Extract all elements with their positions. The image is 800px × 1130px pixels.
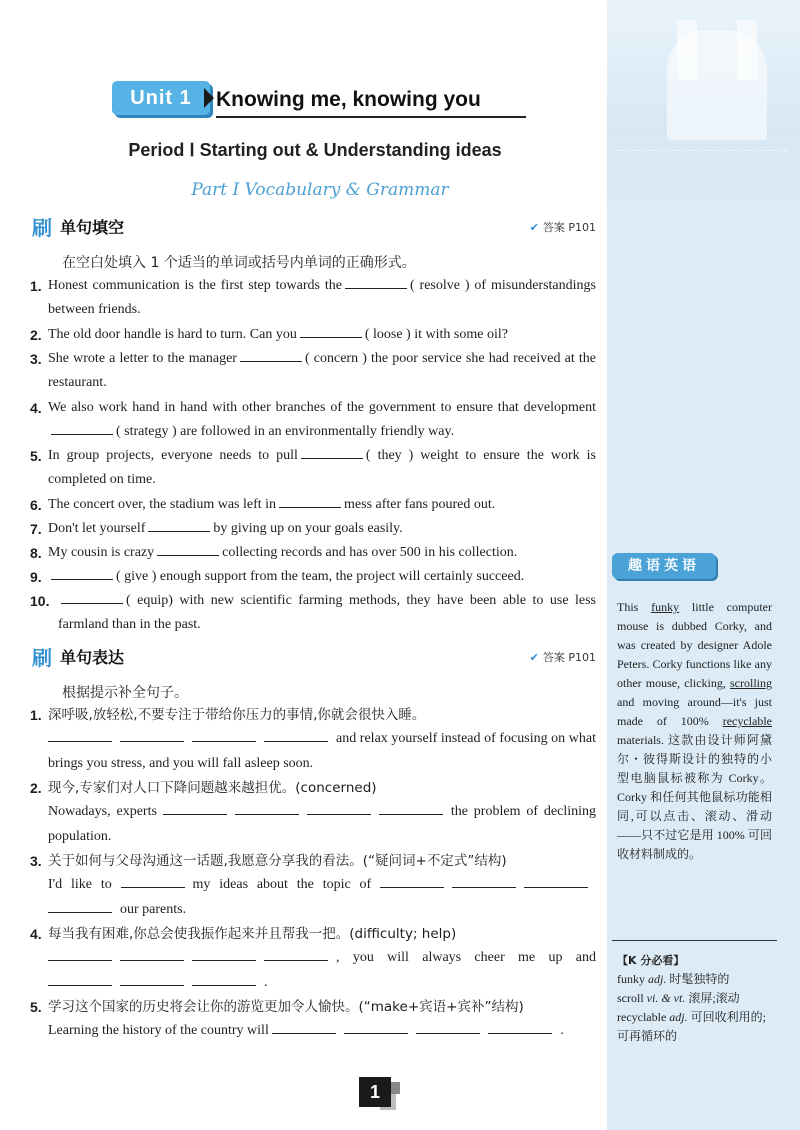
water-ripple [617, 150, 787, 191]
section-label: 单句填空 [60, 218, 125, 237]
item-number: 2. [30, 327, 42, 343]
section1-instruction: 在空白处填入 1 个适当的单词或括号内单词的正确形式。 [62, 255, 416, 271]
vocab-word: scroll [617, 991, 644, 1005]
sidebar-text-part: This [617, 600, 652, 614]
answer-blank[interactable] [120, 727, 184, 742]
vocab-box [617, 951, 777, 1046]
item-text-before: The concert over, the stadium was left in [48, 497, 277, 512]
answer-blank[interactable] [192, 971, 256, 986]
item-text-before: Don't let yourself [48, 521, 146, 536]
item-number: 5. [30, 999, 42, 1015]
item-english: our parents. [120, 901, 187, 917]
answer-blank[interactable] [345, 274, 407, 289]
page-number: 1 [359, 1077, 391, 1107]
item-text-after: mess after fans poured out. [344, 497, 496, 512]
answer-blank[interactable] [416, 1019, 480, 1034]
item-text-after: ( strategy ) are followed in an environmentally friendly way. [116, 424, 455, 440]
item-text-before: The old door handle is hard to turn. Can you [48, 327, 297, 342]
answer-blank[interactable] [279, 493, 341, 508]
exercise-item [30, 444, 596, 493]
sidebar-badge: 趣语英语 [612, 553, 716, 579]
answer-blank[interactable] [192, 946, 256, 961]
section-header-fill-blank [32, 215, 600, 241]
vocab-entry [617, 970, 777, 989]
unit-arrow-icon [204, 88, 214, 108]
translation-item: 4. 每当我有困难,你总会使我振作起来并且帮我一把。(difficulty; help) , you will always cheer me up and . [30, 922, 596, 995]
item-number: 10. [30, 593, 50, 609]
vocab-word: funky [617, 972, 645, 986]
tower-shape-left [677, 20, 697, 80]
vocab-meaning: 可回收利用的;可再循环的 [617, 1010, 766, 1043]
item-number: 1. [30, 278, 42, 294]
item-chinese: 学习这个国家的历史将会让你的游览更加令人愉快。(“make+宾语+宾补”结构) [48, 999, 524, 1015]
answer-ref-text: 答案 P101 [542, 221, 596, 234]
title-underline [216, 116, 526, 118]
item-number: 4. [30, 926, 42, 942]
item-english: the problem of declining population. [48, 804, 596, 844]
section-mark: 刷 [32, 216, 52, 240]
unit-title: Knowing me, knowing you [216, 88, 481, 111]
sidebar-text-part: little computer mouse is dubbed Corky, and was created by designer Adole Peters. Corky functions like any other mouse, clicking, [617, 600, 772, 690]
item-english: Nowadays, experts [48, 804, 157, 820]
section-header-sentence-completion [32, 645, 600, 671]
exercise-item [30, 347, 596, 396]
exercise-item [30, 323, 596, 347]
answer-blank[interactable] [264, 946, 328, 961]
sidebar-text-part: and moving around—it's just made of 100% [617, 695, 772, 728]
vocab-word: recyclable [617, 1010, 667, 1024]
period-title: Period Ⅰ Starting out & Understanding ideas [128, 140, 502, 160]
exercise-item [30, 493, 596, 517]
answer-blank[interactable] [120, 971, 184, 986]
section-mark: 刷 [32, 646, 52, 670]
item-text-after: ( give ) enough support from the team, the project will certainly succeed. [116, 569, 525, 584]
item-english: my ideas about the topic of [192, 877, 372, 893]
answer-blank[interactable] [48, 727, 112, 742]
translation-item [30, 849, 596, 922]
vocab-entry [617, 1008, 777, 1046]
item-chinese: 关于如何与父母沟通这一话题,我愿意分享我的看法。(“疑问词+不定式”结构) [48, 853, 507, 869]
item-text-before: She wrote a letter to the manager [48, 351, 237, 366]
unit-tag-label: Unit 1 [130, 87, 192, 109]
sidebar-divider [612, 940, 777, 941]
item-text-after: ( they ) weight to ensure the work is completed on time. [48, 448, 596, 488]
answer-blank[interactable] [157, 541, 219, 556]
answer-blank[interactable] [380, 873, 444, 888]
item-number: 8. [30, 545, 42, 561]
answer-blank[interactable] [379, 800, 443, 815]
check-icon: ✔ [529, 651, 539, 664]
vocab-heading: 【K 分必看】 [617, 954, 685, 967]
unit-tag [112, 81, 210, 115]
check-icon: ✔ [529, 221, 539, 234]
answer-blank[interactable] [307, 800, 371, 815]
item-chinese: 每当我有困难,你总会使我振作起来并且帮我一把。(difficulty; help) [48, 926, 457, 942]
exercise-item [30, 565, 596, 589]
item-chinese: 深呼吸,放轻松,不要专注于带给你压力的事情,你就会很快入睡。 [48, 707, 426, 723]
item-number: 3. [30, 351, 42, 367]
answer-blank[interactable] [272, 1019, 336, 1034]
answer-blank[interactable] [48, 898, 112, 913]
answer-blank[interactable] [240, 347, 302, 362]
answer-blank[interactable] [524, 873, 588, 888]
item-number: 3. [30, 853, 42, 869]
item-text-before: We also work hand in hand with other branches of the government to ensure that development [48, 400, 596, 415]
item-number: 6. [30, 497, 42, 513]
vocab-entry [617, 989, 777, 1008]
item-number: 7. [30, 521, 42, 537]
item-text-after: by giving up on your goals easily. [213, 521, 403, 536]
answer-blank[interactable] [48, 946, 112, 961]
vocab-pos: adj. [669, 1010, 688, 1024]
item-text-after: collecting records and has over 500 in his collection. [222, 545, 518, 560]
answer-blank[interactable] [121, 873, 185, 888]
item-number: 1. [30, 707, 42, 723]
translation-item [30, 703, 596, 776]
sidebar-keyword-funky: funky [651, 600, 680, 614]
vocab-pos: vi. & vt. [646, 991, 686, 1005]
answer-blank[interactable] [48, 971, 112, 986]
sidebar-text [617, 598, 772, 864]
tower-shape-right [737, 20, 757, 80]
exercise-item [30, 517, 596, 541]
answer-blank[interactable] [192, 727, 256, 742]
item-number: 4. [30, 400, 42, 416]
answer-blank[interactable] [51, 420, 113, 435]
item-text-before: In group projects, everyone needs to pull [48, 448, 298, 463]
answer-reference [530, 219, 596, 237]
item-text-after: ( equip) with new scientific farming methods, they have been able to use less farmland than in the past. [58, 593, 596, 633]
exercise-item [30, 589, 596, 638]
section2-instruction: 根据提示补全句子。 [62, 685, 188, 701]
item-english: Learning the history of the country will [48, 1023, 269, 1039]
answer-blank[interactable] [51, 565, 113, 580]
exercise-item [30, 396, 596, 445]
vocab-meaning: 时髦独特的 [669, 972, 730, 986]
answer-blank[interactable] [120, 946, 184, 961]
item-english: I'd like to [48, 877, 112, 893]
item-english: and relax yourself instead of focusing on what brings you stress, and you will fall asleep soon. [48, 731, 596, 771]
answer-blank[interactable] [235, 800, 299, 815]
sidebar-keyword-recyclable: recyclable [722, 714, 772, 728]
exercise-item [30, 274, 596, 323]
answer-blank[interactable] [488, 1019, 552, 1034]
item-text-before: My cousin is crazy [48, 545, 155, 560]
answer-blank[interactable] [344, 1019, 408, 1034]
answer-blank[interactable] [163, 800, 227, 815]
item-number: 5. [30, 448, 42, 464]
item-text-after: ( concern ) the poor service she had received at the restaurant. [48, 351, 596, 391]
answer-blank[interactable] [61, 589, 123, 604]
part-title: Part Ⅰ Vocabulary & Grammar [191, 180, 449, 200]
item-text-before: Honest communication is the first step towards the [48, 278, 342, 293]
section-label: 单句表达 [60, 648, 125, 667]
answer-blank[interactable] [452, 873, 516, 888]
translation-item: 5. 学习这个国家的历史将会让你的游览更加令人愉快。(“make+宾语+宾补”结构) Learning the history of the country will . [30, 995, 596, 1044]
sidebar-keyword-scrolling: scrolling [730, 676, 772, 690]
item-number: 2. [30, 780, 42, 796]
translation-item [30, 776, 596, 849]
answer-blank[interactable] [264, 727, 328, 742]
answer-blank[interactable] [301, 444, 363, 459]
answer-blank[interactable] [300, 323, 362, 338]
answer-reference [530, 649, 596, 667]
answer-blank[interactable] [148, 517, 210, 532]
item-chinese: 现今,专家们对人口下降问题越来越担优。(concerned) [48, 780, 377, 796]
vocab-meaning: 滚屏;滚动 [688, 991, 740, 1005]
item-text-after: ( loose ) it with some oil? [364, 327, 508, 342]
item-text-after: ( resolve ) of misunderstandings between friends. [48, 278, 596, 318]
answer-ref-text: 答案 P101 [542, 651, 596, 664]
item-english: , you will always cheer me up and [336, 950, 596, 966]
item-number: 9. [30, 569, 42, 585]
exercise-item [30, 541, 596, 565]
vocab-pos: adj. [648, 972, 667, 986]
sidebar-text-part: materials. 这款由设计师阿黛尔・彼得斯设计的独特的小型电脑鼠标被称为 Corky。Corky 和任何其他鼠标功能相同,可以点击、滚动、滑动——只不过它是用 100% 可回收材料制成的。 [617, 733, 772, 861]
